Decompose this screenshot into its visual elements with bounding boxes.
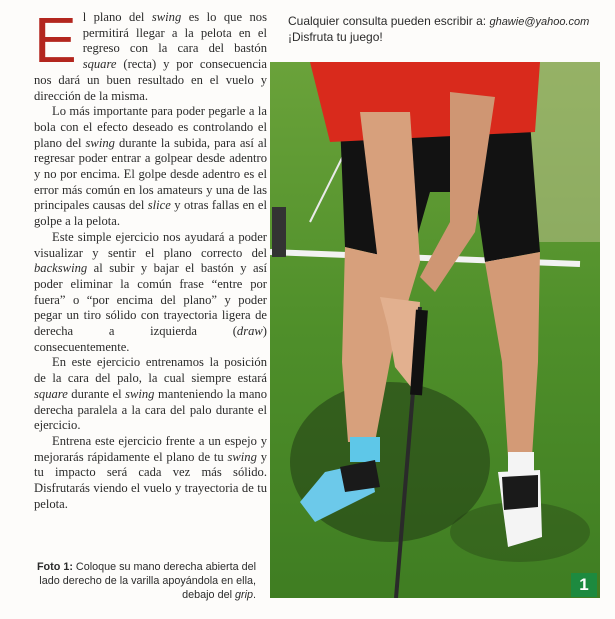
contact-email[interactable]: ghawie@yahoo.com [489,16,590,28]
paragraph-3: Este simple ejercicio nos ayudará a poder visualizar y sentir el plano correcto del backswing al subir y bajar el bastón y así poder eliminar la común frase “entre por fuera” o “por encima del plano” y poder pegar un tiro sólido con trayectoria ligera de derecha a izquierda (draw) consecuentemente. [34,229,267,354]
photo-caption: Foto 1: Coloque su mano derecha abierta del lado derecho de la varilla apoyándola en ella, debajo del grip. [36,561,256,601]
photo-number-badge: 1 [571,573,597,597]
contact-note [288,14,608,45]
article-body [34,4,268,513]
paragraph-2: Lo más importante para poder pegarle a la bola con el efecto deseado es controlando el plano del swing durante la subida, para así al regresar poder entrar a golpear desde adentro y no por encima. El golpe desde adentro es el error más común en los amateurs y una de las principales causas del slice y otras fallas en el golpe a la pelota. [34,104,267,229]
golfer-illustration [270,62,600,598]
dropcap: E [34,4,77,76]
paragraph-5: Entrena este ejercicio frente a un espejo y mejorarás rápidamente el plano de tu swing y tu impacto será cada vez más sólido. Disfrutarás viendo el vuelo y trayectoria de tu pelota. [34,433,267,511]
golf-photo [270,62,600,598]
paragraph-4: En este ejercicio entrenamos la posición de la cara del palo, la cual siempre estará square durante el swing manteniendo la mano derecha paralela a la cara del palo durante el ejercicio. [34,355,267,433]
paragraph-1: El plano del swing es lo que nos permitirá llegar a la pelota en el regreso con la cara del bastón square (recta) y por consecuencia nos dará un buen resultado en el vuelo y dirección de la misma. [34,4,268,103]
contact-line: Cualquier consulta pueden escribir a: ghawie@yahoo.com [288,14,590,28]
closing-line: ¡Disfruta tu juego! [288,30,383,44]
